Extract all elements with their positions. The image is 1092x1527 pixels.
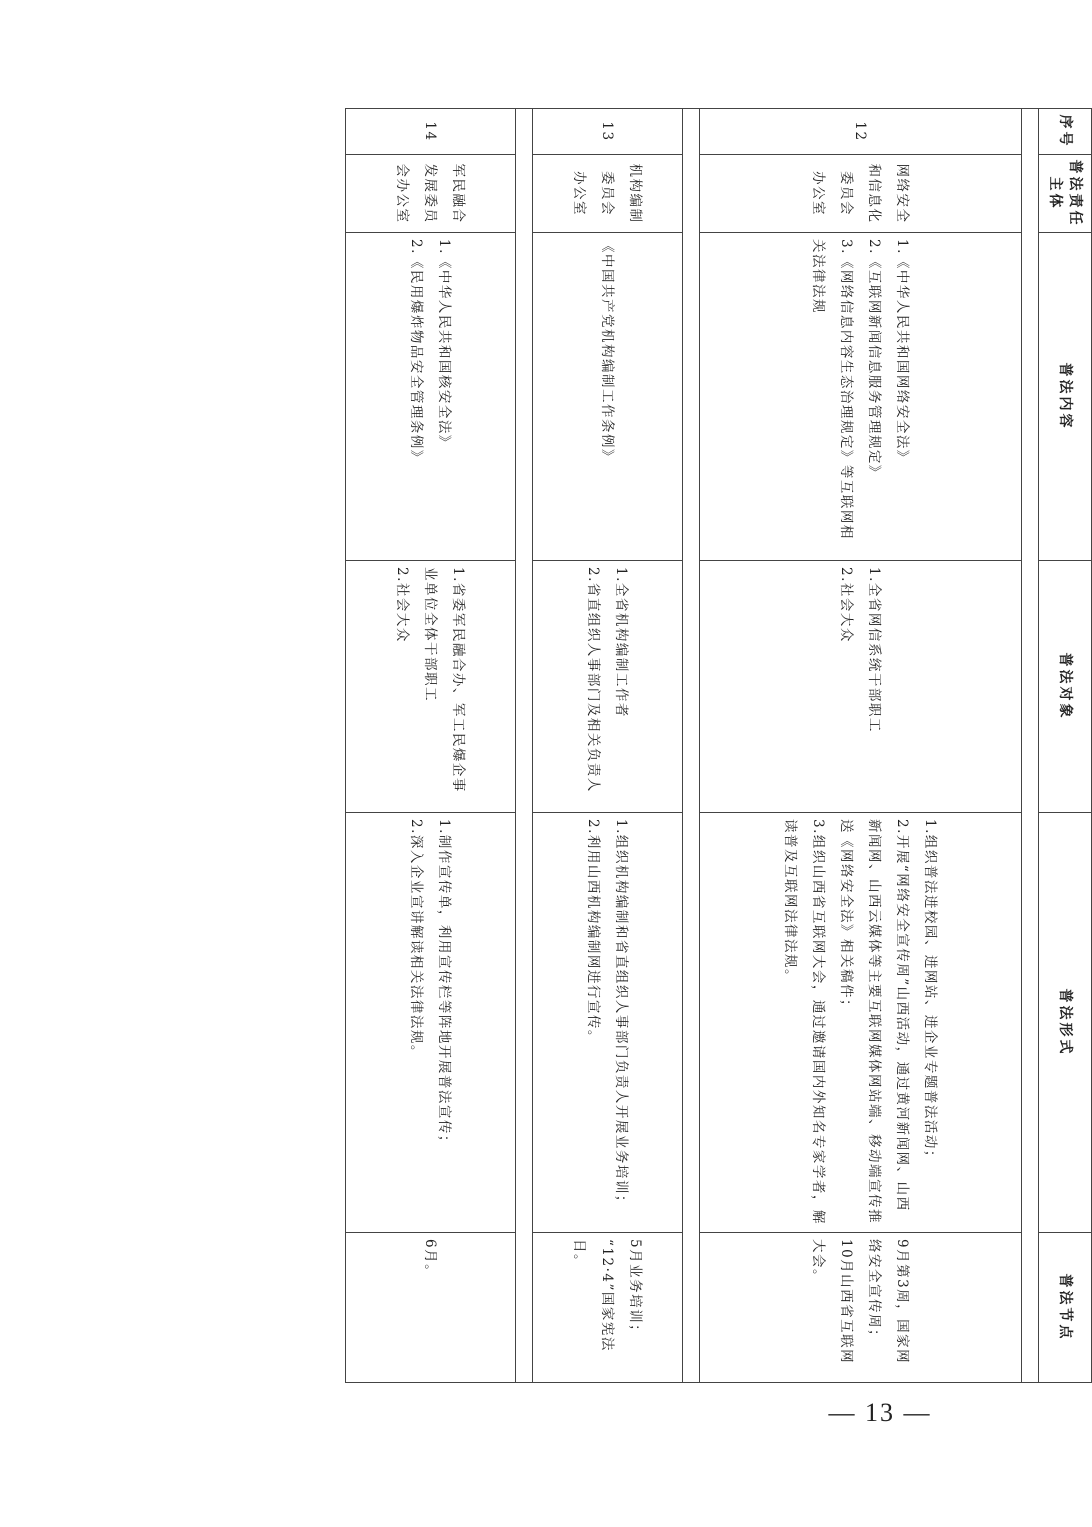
form-item: 2.深入企业宣讲解读相关法律法规。 xyxy=(408,819,425,1060)
row-separator xyxy=(516,109,533,1383)
content-item: 3.《网络信息内容生态治理规定》等互联网相关法律法规 xyxy=(810,239,855,540)
content-item: 1.《中华人民共和国核安全法》 xyxy=(436,239,453,450)
node-item: 6月。 xyxy=(422,1239,439,1280)
table-header-row xyxy=(1039,109,1092,1383)
row-seq: 13 xyxy=(533,109,683,155)
row-form xyxy=(700,813,1022,1233)
form-item: 1.组织普法进校园、进网站、进企业专题普法活动； xyxy=(922,819,939,1165)
header-form: 普法形式 xyxy=(1039,813,1092,1233)
target-item: 2.省直组织人事部门及相关负责人 xyxy=(585,567,602,793)
row-content xyxy=(346,233,516,561)
node-item: 10月山西省互联网大会。 xyxy=(810,1239,855,1365)
content-item: 《中国共产党机构编制工作条例》 xyxy=(599,239,616,464)
node-item: 5月业务培训； xyxy=(627,1239,644,1340)
content-item: 2.《民用爆炸物品安全管理条例》 xyxy=(408,239,425,465)
header-target: 普法对象 xyxy=(1039,561,1092,813)
row-separator xyxy=(683,109,700,1383)
header-seq: 序号 xyxy=(1039,109,1092,155)
row-node xyxy=(533,1233,683,1383)
form-item: 1.组织机构编制和省直组织人事部门负责人开展业务培训； xyxy=(613,819,630,1210)
law-publicity-table xyxy=(345,108,1092,1383)
row-subject xyxy=(346,155,516,233)
rotated-table-page xyxy=(346,108,1092,1382)
header-node: 普法节点 xyxy=(1039,1233,1092,1383)
row-node xyxy=(346,1233,516,1383)
header-subject: 普法责任主体 xyxy=(1039,155,1092,233)
subject-line: 网络安全 xyxy=(894,163,911,224)
row-target xyxy=(346,561,516,813)
table-row xyxy=(700,109,1022,1383)
subject-line: 军民融合 xyxy=(450,163,467,224)
row-content xyxy=(533,233,683,561)
row-content xyxy=(700,233,1022,561)
row-subject xyxy=(533,155,683,233)
row-separator xyxy=(1022,109,1039,1383)
node-item: 9月第3周，国家网络安全宣传周； xyxy=(866,1239,911,1365)
content-item: 2.《互联网新闻信息服务管理规定》 xyxy=(866,239,883,480)
target-item: 2.社会大众 xyxy=(394,567,411,643)
header-content: 普法内容 xyxy=(1039,233,1092,561)
subject-line: 办公室 xyxy=(810,171,827,216)
subject-line: 会办公室 xyxy=(394,163,411,224)
subject-line: 和信息化 xyxy=(866,163,883,224)
row-seq: 12 xyxy=(700,109,1022,155)
node-item: “12·4”国家宪法日。 xyxy=(571,1239,616,1352)
target-item: 1.全省机构编制工作者 xyxy=(613,567,630,718)
row-target xyxy=(533,561,683,813)
row-target xyxy=(700,561,1022,813)
target-item: 1.全省网信系统干部职工 xyxy=(866,567,883,733)
subject-line: 委员会 xyxy=(838,171,855,216)
row-subject xyxy=(700,155,1022,233)
target-item: 2.社会大众 xyxy=(838,567,855,643)
table-row xyxy=(346,109,516,1383)
form-item: 1.制作宣传单，利用宣传栏等阵地开展普法宣传； xyxy=(436,819,453,1150)
content-item: 1.《中华人民共和国网络安全法》 xyxy=(894,239,911,465)
form-item: 2.利用山西机构编制网进行宣传。 xyxy=(585,819,602,1045)
page-number: — 13 — xyxy=(828,1398,932,1427)
form-item: 2.开展“网络安全宣传周”山西活动，通过黄河新闻网、山西新闻网、山西云媒体等主要互联网媒体网站端、移动端宣传推送《网络安全法》相关稿件； xyxy=(838,819,911,1224)
table-row xyxy=(533,109,683,1383)
row-seq: 14 xyxy=(346,109,516,155)
row-form xyxy=(346,813,516,1233)
subject-line: 机构编制 xyxy=(627,163,644,224)
form-item: 3.组织山西省互联网大会，通过邀请国内外知名专家学者，解读普及互联网法律法规。 xyxy=(782,819,827,1225)
row-form xyxy=(533,813,683,1233)
subject-line: 发展委员 xyxy=(422,163,439,224)
subject-line: 办公室 xyxy=(571,171,588,216)
row-node xyxy=(700,1233,1022,1383)
target-item: 1.省委军民融合办、军工民爆企事业单位全体干部职工 xyxy=(422,567,467,793)
subject-line: 委员会 xyxy=(599,171,616,216)
